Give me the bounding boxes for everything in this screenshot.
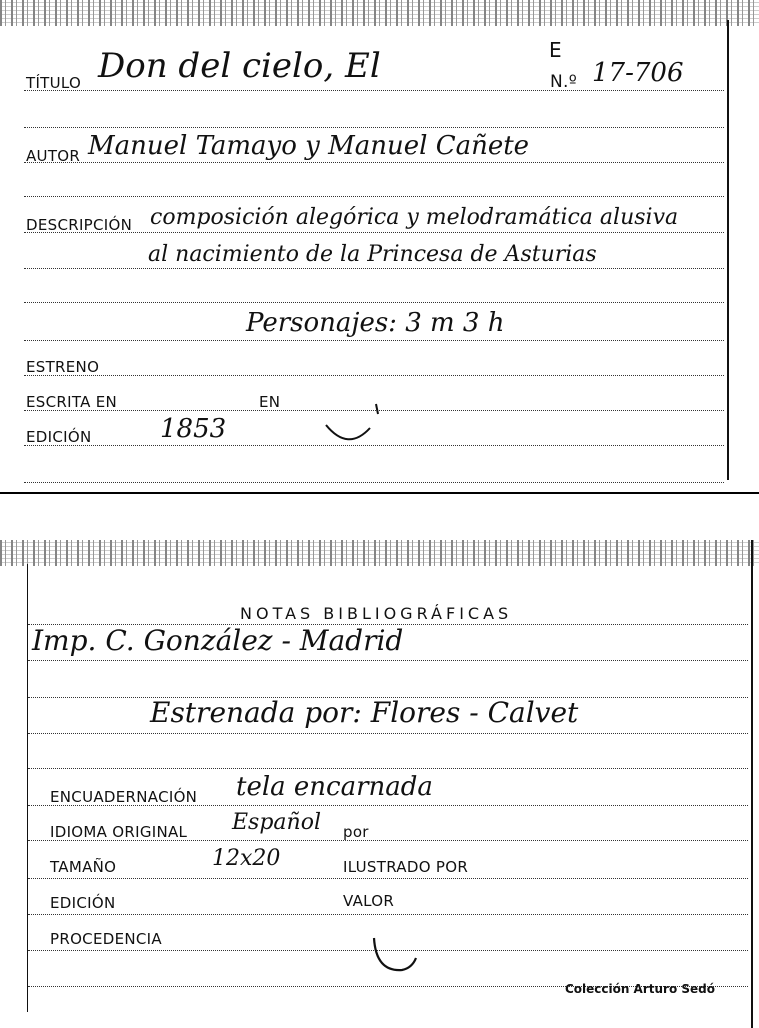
note-imprenta: Imp. C. González - Madrid [32,624,404,657]
ruled-line [24,268,724,269]
collection-credit: Colección Arturo Sedó [564,982,715,996]
punch-hole-mark [366,920,426,980]
ruled-line [28,878,748,879]
scan-edge-noise [0,540,759,566]
ruled-line [24,482,724,483]
titulo-label: TÍTULO [26,74,82,92]
escrita-en-label: ESCRITA EN [26,393,118,411]
encuadernacion-value: tela encarnada [236,772,433,802]
descripcion-line-2: al nacimiento de la Princesa de Asturias [148,242,597,267]
card-right-border [751,540,753,1028]
tamano-value: 12x20 [212,846,281,871]
catalog-card-back [0,540,759,1028]
ruled-line [24,340,724,341]
scan-edge-noise [0,0,759,26]
edicion-value: 1853 [160,414,227,444]
tamano-label: TAMAÑO [50,858,117,876]
numero-value: 17-706 [592,58,684,88]
card-left-border [27,564,28,1012]
card-right-border [727,20,729,480]
autor-value: Manuel Tamayo y Manuel Cañete [88,131,530,161]
valor-label: VALOR [343,892,395,910]
ruled-line [28,768,748,769]
estreno-label: ESTRENO [26,358,100,376]
ruled-line [28,733,748,734]
idioma-label: IDIOMA ORIGINAL [50,823,188,841]
ruled-line [24,162,724,163]
ruled-line [28,660,748,661]
numero-label: N.º [550,72,578,92]
numero-letter: E [549,38,562,62]
descripcion-label: DESCRIPCIÓN [26,216,133,234]
note-estrenada: Estrenada por: Flores - Calvet [150,696,579,729]
card-separator [0,492,759,494]
ruled-line [28,914,748,915]
por-label: por [343,823,369,841]
edicion-label: EDICIÓN [26,428,92,446]
personajes-value: Personajes: 3 m 3 h [246,308,505,338]
en-label: EN [259,393,281,411]
ilustrado-label: ILUSTRADO POR [343,858,469,876]
ruled-line [24,127,724,128]
encuadernacion-label: ENCUADERNACIÓN [50,788,198,806]
punch-hole-mark [318,380,388,450]
edicion-label: EDICIÓN [50,894,116,912]
autor-label: AUTOR [26,147,81,165]
ruled-line [24,302,724,303]
descripcion-line-1: composición alegórica y melodramática alusiva [150,205,679,230]
ruled-line [24,90,724,91]
titulo-value: Don del cielo, El [98,46,381,86]
ruled-line [24,375,724,376]
notas-heading: NOTAS BIBLIOGRÁFICAS [240,604,513,623]
idioma-value: Español [232,810,321,835]
catalog-card-front [0,0,759,492]
procedencia-label: PROCEDENCIA [50,930,162,948]
ruled-line [24,196,724,197]
